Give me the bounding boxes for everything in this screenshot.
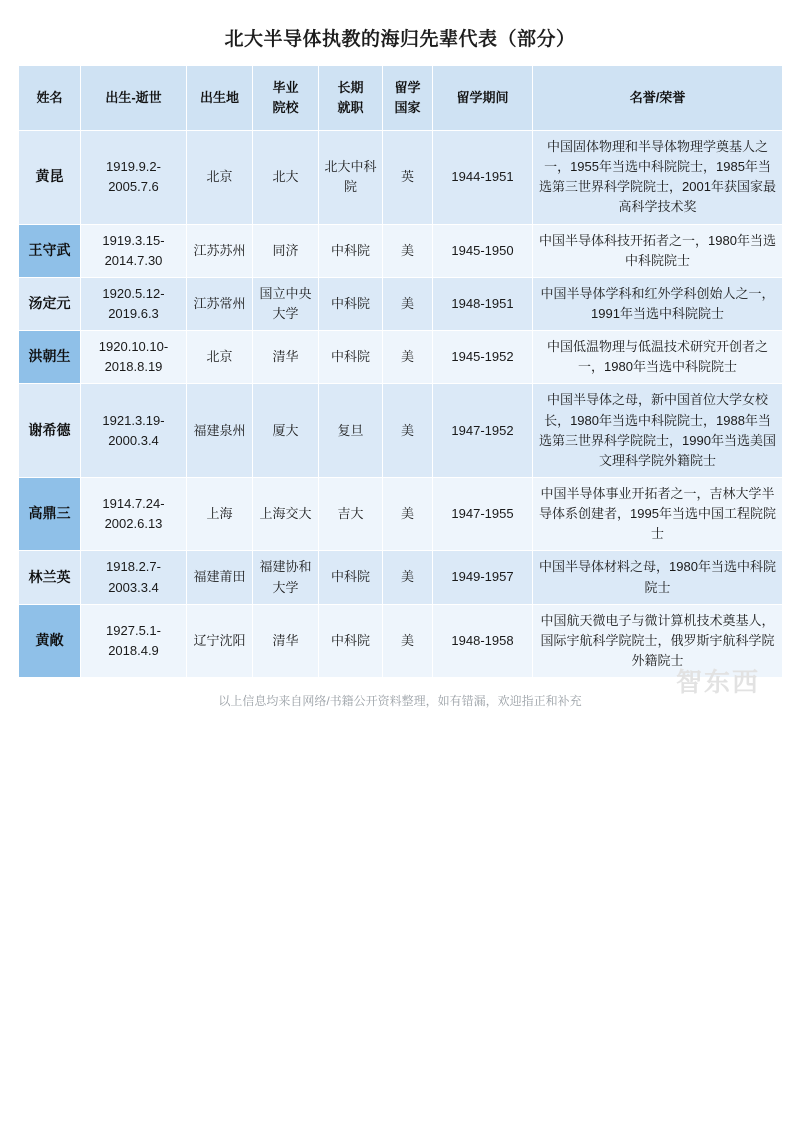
- column-header-workplace-line2: 就职: [337, 100, 364, 115]
- table-row: [19, 277, 783, 330]
- column-header-school: [253, 66, 319, 131]
- cell-birthplace: 北京: [187, 131, 253, 225]
- cell-birthplace: 北京: [187, 331, 253, 384]
- cell-country: 美: [383, 477, 433, 550]
- column-header-honors: 名誉/荣誉: [533, 66, 783, 131]
- footer-note-text: 以上信息均来自网络/书籍公开资料整理，如有错漏，欢迎指正和补充: [218, 694, 582, 709]
- footer-note: [18, 667, 782, 709]
- cell-country: 美: [383, 277, 433, 330]
- cell-name: 黄昆: [19, 131, 81, 225]
- cell-life: 1914.7.24-2002.6.13: [81, 477, 187, 550]
- cell-country: 美: [383, 551, 433, 604]
- cell-birthplace: 上海: [187, 477, 253, 550]
- cell-period: 1945-1950: [433, 224, 533, 277]
- cell-school: 同济: [253, 224, 319, 277]
- table-header: [19, 66, 783, 131]
- table-row: [19, 384, 783, 478]
- cell-workplace: 复旦: [319, 384, 383, 478]
- cell-birthplace: 福建莆田: [187, 551, 253, 604]
- column-header-workplace: [319, 66, 383, 131]
- cell-honors: 中国半导体科技开拓者之一，1980年当选中科院院士: [533, 224, 783, 277]
- cell-period: 1948-1958: [433, 604, 533, 677]
- cell-workplace: 中科院: [319, 551, 383, 604]
- cell-country: 美: [383, 331, 433, 384]
- cell-name: 汤定元: [19, 277, 81, 330]
- cell-country: 美: [383, 384, 433, 478]
- cell-birthplace: 江苏常州: [187, 277, 253, 330]
- cell-life: 1919.3.15-2014.7.30: [81, 224, 187, 277]
- cell-period: 1947-1955: [433, 477, 533, 550]
- cell-honors: 中国半导体学科和红外学科创始人之一，1991年当选中科院院士: [533, 277, 783, 330]
- cell-birthplace: 辽宁沈阳: [187, 604, 253, 677]
- column-header-country-line2: 国家: [394, 100, 421, 115]
- cell-honors: 中国固体物理和半导体物理学奠基人之一，1955年当选中科院院士，1985年当选第三世界科学院院士，2001年获国家最高科学技术奖: [533, 131, 783, 225]
- cell-period: 1944-1951: [433, 131, 533, 225]
- column-header-school-line2: 院校: [272, 100, 299, 115]
- column-header-workplace-line1: 长期: [337, 79, 364, 95]
- cell-school: 厦大: [253, 384, 319, 478]
- cell-period: 1948-1951: [433, 277, 533, 330]
- cell-name: 黄敞: [19, 604, 81, 677]
- column-header-birthplace: 出生地: [187, 66, 253, 131]
- column-header-country: [383, 66, 433, 131]
- cell-name: 林兰英: [19, 551, 81, 604]
- cell-life: 1921.3.19-2000.3.4: [81, 384, 187, 478]
- cell-honors: 中国半导体之母，新中国首位大学女校长，1980年当选中科院院士，1988年当选第三世界科学院院士，1990年当选美国文理科学院外籍院士: [533, 384, 783, 478]
- table-row: [19, 224, 783, 277]
- watermark-logo: 智东西: [675, 667, 760, 698]
- column-header-country-line1: 留学: [394, 79, 421, 95]
- cell-life: 1920.5.12-2019.6.3: [81, 277, 187, 330]
- cell-workplace: 吉大: [319, 477, 383, 550]
- column-header-name: 姓名: [19, 66, 81, 131]
- cell-workplace: 中科院: [319, 331, 383, 384]
- table-row: [19, 331, 783, 384]
- cell-country: 英: [383, 131, 433, 225]
- cell-school: 福建协和大学: [253, 551, 319, 604]
- cell-school: 上海交大: [253, 477, 319, 550]
- cell-workplace: 中科院: [319, 604, 383, 677]
- cell-school: 清华: [253, 331, 319, 384]
- cell-school: 北大: [253, 131, 319, 225]
- column-header-life: 出生-逝世: [81, 66, 187, 131]
- cell-period: 1947-1952: [433, 384, 533, 478]
- table-row: [19, 551, 783, 604]
- cell-name: 谢希德: [19, 384, 81, 478]
- cell-honors: 中国低温物理与低温技术研究开创者之一，1980年当选中科院院士: [533, 331, 783, 384]
- cell-life: 1918.2.7-2003.3.4: [81, 551, 187, 604]
- cell-school: 清华: [253, 604, 319, 677]
- cell-honors: 中国半导体材料之母，1980年当选中科院院士: [533, 551, 783, 604]
- cell-country: 美: [383, 224, 433, 277]
- cell-workplace: 北大中科院: [319, 131, 383, 225]
- table-body: [19, 131, 783, 678]
- cell-name: 王守武: [19, 224, 81, 277]
- column-header-period: 留学期间: [433, 66, 533, 131]
- pioneers-table: [18, 65, 783, 678]
- cell-workplace: 中科院: [319, 277, 383, 330]
- page-title: 北大半导体执教的海归先辈代表（部分）: [224, 29, 576, 50]
- watermark-area: [562, 649, 782, 709]
- table-row: [19, 131, 783, 225]
- cell-school: 国立中央大学: [253, 277, 319, 330]
- table-row: [19, 477, 783, 550]
- cell-birthplace: 江苏苏州: [187, 224, 253, 277]
- cell-life: 1919.9.2-2005.7.6: [81, 131, 187, 225]
- cell-honors: 中国半导体事业开拓者之一，吉林大学半导体系创建者，1995年当选中国工程院院士: [533, 477, 783, 550]
- cell-honors: 中国航天微电子与微计算机技术奠基人，国际宇航科学院院士，俄罗斯宇航科学院外籍院士: [533, 604, 783, 677]
- cell-period: 1945-1952: [433, 331, 533, 384]
- cell-name: 洪朝生: [19, 331, 81, 384]
- column-header-school-line1: 毕业: [272, 79, 299, 95]
- cell-workplace: 中科院: [319, 224, 383, 277]
- cell-birthplace: 福建泉州: [187, 384, 253, 478]
- cell-life: 1927.5.1-2018.4.9: [81, 604, 187, 677]
- table-header-row: [19, 66, 783, 131]
- cell-name: 高鼎三: [19, 477, 81, 550]
- cell-period: 1949-1957: [433, 551, 533, 604]
- cell-life: 1920.10.10-2018.8.19: [81, 331, 187, 384]
- cell-country: 美: [383, 604, 433, 677]
